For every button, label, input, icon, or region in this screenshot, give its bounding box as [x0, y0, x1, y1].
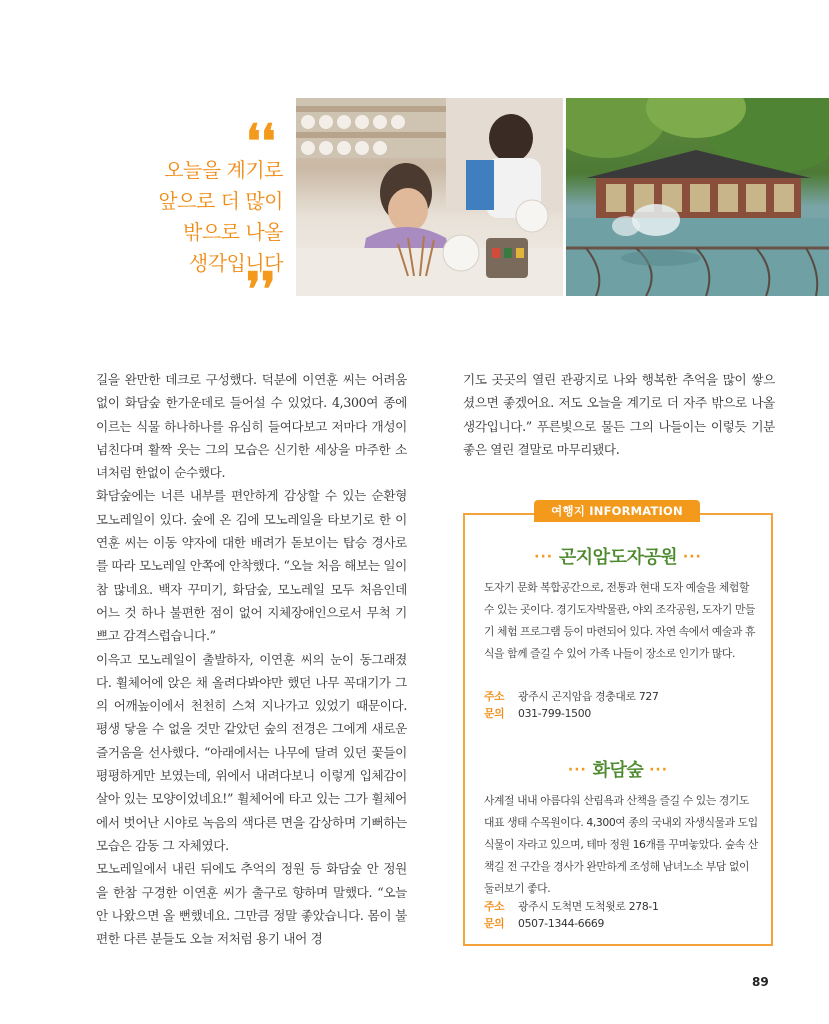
page-number: 89: [752, 975, 769, 989]
phone-label: 문의: [484, 707, 505, 720]
place-name: 화담숲: [592, 760, 644, 781]
decorative-dots: ···: [682, 549, 702, 565]
place-description: 사계절 내내 아름다워 산림욕과 산책을 즐길 수 있는 경기도 대표 생태 수목원이다. 4,300여 종의 국내외 자생식물과 도입식물이 자라고 있으며, 테마 정원 16개를 꾸며놓았다. 숲속 산책길 전 구간을 경사가 완만하게 조성해 남녀노소 부담 없이 둘러보기 좋다.: [484, 794, 758, 895]
article-body-left: [96, 368, 407, 950]
garden-pond-photo: [566, 98, 829, 296]
decorative-dots: ···: [649, 762, 669, 778]
place-title: [463, 543, 773, 569]
phone-value: 031-799-1500: [518, 707, 591, 720]
address-label: 주소: [484, 900, 505, 913]
place-description: 도자기 문화 복합공간으로, 전통과 현대 도자 예술을 체험할 수 있는 곳이다. 경기도자박물관, 야외 조각공원, 도자기 만들기 체험 프로그램 등이 마련되어 있다. 자연 속에서 예술과 휴식을 함께 즐길 수 있어 가족 나들이 장소로 인기가 많다.: [484, 581, 756, 660]
decorative-dots: ···: [567, 762, 587, 778]
phone-value: 0507-1344-6669: [518, 917, 605, 930]
article-body-right: [463, 368, 775, 461]
pottery-workshop-photo: [296, 98, 563, 296]
place-title: [463, 756, 773, 782]
address-value: 광주시 도척면 도척윗로 278-1: [518, 900, 659, 913]
pond-scene-illustration: [566, 98, 829, 296]
pull-quote-line: 오늘을 계기로: [164, 158, 283, 182]
open-quote-mark: ❛❛: [246, 114, 276, 168]
pull-quote: [83, 155, 283, 279]
pull-quote-line: 생각입니다: [188, 251, 283, 275]
phone-label: 문의: [484, 917, 505, 930]
paragraph: 모노레일에서 내린 뒤에도 추억의 정원 등 화담숲 안 정원을 한참 구경한 이연훈 씨가 출구로 향하며 말했다. “오늘 안 나왔으면 올 뻔했네요. 그만큼 정말 좋았습니다. 몸이 불편한 다른 분들도 오늘 저처럼 용기 내어 경: [96, 861, 407, 947]
paragraph: 길을 완만한 데크로 구성했다. 덕분에 이연훈 씨는 어려움 없이 화담숲 한가운데로 들어설 수 있었다. 4,300여 종에 이르는 식물 하나하나를 유심히 들여다보고 저마다 개성이 넘친다며 활짝 웃는 그의 모습은 신기한 세상을 마주한 소녀처럼 한없이 순수했다.: [96, 372, 407, 481]
address-row: [484, 688, 659, 705]
address-value: 광주시 곤지암읍 경충대로 727: [518, 690, 659, 703]
pottery-scene-illustration: [296, 98, 563, 296]
decorative-dots: ···: [534, 549, 554, 565]
address-row: [484, 898, 659, 915]
pull-quote-line: 밖으로 나올: [183, 220, 283, 244]
paragraph: 기도 곳곳의 열린 관광지로 나와 행복한 추억을 많이 쌓으셨으면 좋겠어요. 저도 오늘을 계기로 더 자주 밖으로 나올 생각입니다.” 푸른빛으로 물든 그의 나들이는 이렇듯 기분 좋은 열린 결말로 마무리됐다.: [463, 372, 775, 457]
paragraph: 화담숲에는 너른 내부를 편안하게 감상할 수 있는 순환형 모노레일이 있다. 숲에 온 김에 모노레일을 타보기로 한 이연훈 씨는 이동 약자에 대한 배려가 돋보이는 탑승 경사로를 따라 모노레일 안쪽에 안착했다. “오늘 처음 해보는 일이 참 많네요. 백자 꾸미기, 화담숲, 모노레일 모두 처음인데 어느 것 하나 불편한 점이 없어 지체장애인으로서 무척 기쁘고 감격스럽습니다.”: [96, 488, 407, 644]
pull-quote-line: 앞으로 더 많이: [158, 189, 283, 213]
close-quote-mark: ❜❜: [246, 262, 276, 316]
phone-row: [484, 915, 604, 932]
paragraph: 이윽고 모노레일이 출발하자, 이연훈 씨의 눈이 동그래졌다. 휠체어에 앉은 채 올려다봐야만 했던 나무 꼭대기가 그의 어깨높이에서 천천히 스쳐 지나가고 있었기 때문이다. 평생 닿을 수 없을 것만 같았던 숲의 전경은 그에게 새로운 즐거움을 선사했다. “아래에서는 나무에 달려 있던 꽃들이 평평하게만 보였는데, 위에서 내려다보니 이렇게 입체감이 살아 있는 모양이었네요!” 휠체어에 타고 있는 그가 휠체어에서 벗어난 시야로 녹음의 색다른 면을 감상하며 기뻐하는 모습은 감동 그 자체였다.: [96, 651, 407, 853]
phone-row: [484, 705, 591, 722]
info-tab-label: 여행지 INFORMATION: [534, 500, 700, 522]
address-label: 주소: [484, 690, 505, 703]
place-name: 곤지암도자공원: [558, 547, 678, 568]
